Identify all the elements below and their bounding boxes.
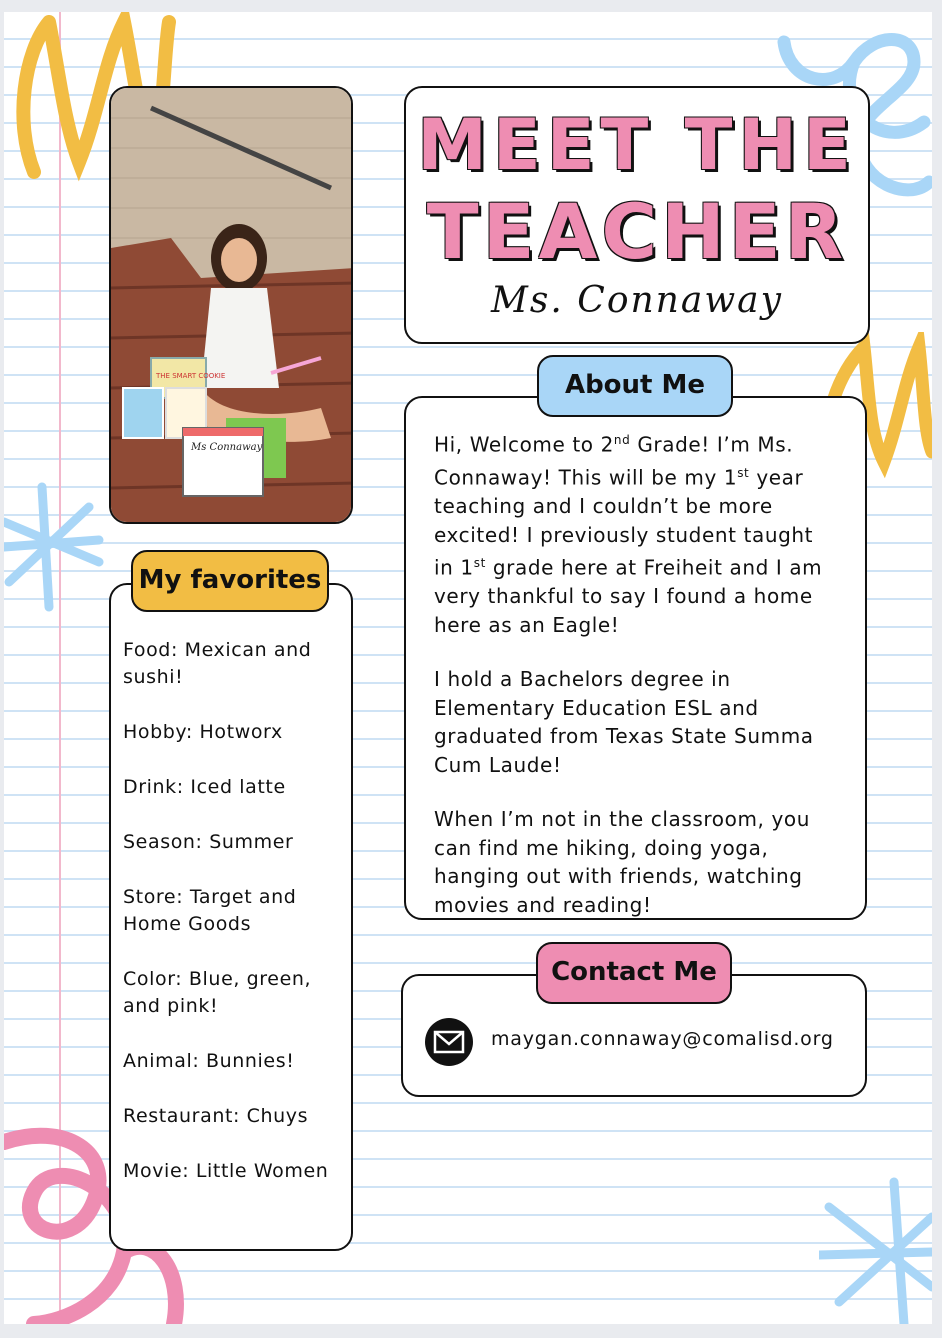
favorite-item: Season: Summer <box>123 831 294 853</box>
contact-me-heading: Contact Me <box>536 942 732 1004</box>
flyer-page <box>4 12 932 1324</box>
ordinal-superscript: st <box>737 466 750 481</box>
my-favorites-heading: My favorites <box>131 550 329 612</box>
envelope-icon <box>425 1018 473 1066</box>
favorite-item: Hobby: Hotworx <box>123 721 283 743</box>
title-card <box>404 86 870 344</box>
about-text-segment: Hi, Welcome to 2 <box>434 432 614 457</box>
about-text-segment: year teaching and I couldn’t be more excited! I previously student taught in 1 <box>434 465 814 580</box>
blue-starburst-bottom-right-icon <box>819 1177 932 1324</box>
favorite-item: Movie: Little Women <box>123 1160 329 1182</box>
title-line-2: TEACHER <box>426 187 848 276</box>
about-text-segment: Grade! I’m Ms. Connaway! This will be my 1 <box>434 432 794 490</box>
photo-sign-text: Ms Connaway <box>191 442 263 453</box>
about-text-segment: grade here at Freiheit and I am very thankful to say I found a home here as an Eagle! <box>434 555 823 637</box>
favorite-item: Food: Mexican and sushi! <box>123 639 312 688</box>
about-me-card <box>404 396 867 920</box>
blue-starburst-left-icon <box>4 482 104 612</box>
about-paragraph-3: When I’m not in the classroom, you can find me hiking, doing yoga, hanging out with friends, watching movies and reading! <box>434 807 811 917</box>
ordinal-superscript: nd <box>613 433 631 447</box>
teacher-name: Ms. Connaway <box>491 280 783 321</box>
title-line-1: MEET THE <box>417 104 857 186</box>
teacher-photo <box>109 86 353 524</box>
about-paragraph-1 <box>434 426 839 639</box>
favorite-item: Animal: Bunnies! <box>123 1050 295 1072</box>
email-link[interactable]: maygan.connaway@comalisd.org <box>491 1028 834 1050</box>
ordinal-superscript: st <box>473 556 486 571</box>
favorite-item: Drink: Iced latte <box>123 776 286 798</box>
favorite-item: Restaurant: Chuys <box>123 1105 309 1127</box>
favorites-card <box>109 583 353 1251</box>
photo-book-title: THE SMART COOKIE <box>156 372 226 380</box>
about-paragraph-2: I hold a Bachelors degree in Elementary Education ESL and graduated from Texas State Summa Cum Laude! <box>434 667 814 777</box>
about-me-heading: About Me <box>537 355 733 417</box>
teacher-photo-illustration <box>111 88 353 524</box>
favorite-item: Color: Blue, green, and pink! <box>123 968 312 1017</box>
favorite-item: Store: Target and Home Goods <box>123 886 297 935</box>
